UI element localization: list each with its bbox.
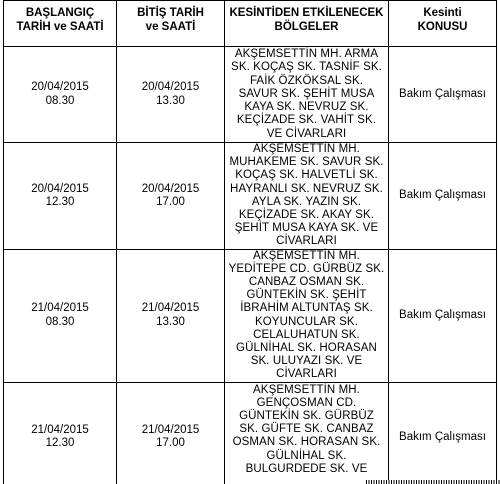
region-line: ŞEHİT MUSA KAYA SK. VE <box>234 222 379 235</box>
subject-cell <box>389 382 497 484</box>
region-line: SK. KOÇAŞ SK. TASNİF SK. <box>231 61 382 74</box>
header-start-datetime <box>4 1 117 47</box>
region-line: AKŞEMSETTİN MH. <box>253 143 360 155</box>
outage-subject: Bakım Çalışması <box>399 189 486 202</box>
header-outage-subject <box>389 1 497 47</box>
subject-cell <box>389 47 497 143</box>
region-line: OSMAN SK. HORASAN SK. <box>232 436 381 449</box>
region-line: GENÇOSMAN CD. <box>256 396 357 409</box>
region-line: BULGURDEDE SK. VE <box>245 462 368 475</box>
outage-subject: Bakım Çalışması <box>399 430 486 443</box>
region-line: GÜNTEKİN SK. ŞEHİT <box>246 289 367 302</box>
region-line: HAYRANLI SK. NEVRUZ SK. <box>230 182 383 195</box>
start-date: 21/04/2015 <box>31 423 89 436</box>
end-time: 13.30 <box>156 315 185 328</box>
subject-cell <box>389 249 497 382</box>
start-time: 08.30 <box>45 315 75 328</box>
regions-cell <box>225 143 389 250</box>
start-date: 20/04/2015 <box>31 182 89 195</box>
region-line: KOÇAŞ SK. HALVETLİ SK. <box>235 169 378 182</box>
start-datetime-cell <box>4 249 117 382</box>
region-line: AKŞEMSETTİN MH. ARMA <box>234 48 379 61</box>
region-line: CİVARLARI <box>276 235 337 248</box>
end-datetime-cell <box>117 143 225 250</box>
region-line: AKŞEMSETTİN MH. <box>253 249 360 262</box>
region-line: KAYA SK. NEVRUZ SK. <box>244 101 369 114</box>
region-line: AKŞEMSETTİN MH. <box>253 383 360 396</box>
region-line: MUHAKEME SK. SAVUR SK. <box>229 156 384 169</box>
end-datetime-cell <box>117 47 225 143</box>
outage-subject: Bakım Çalışması <box>399 87 486 100</box>
start-datetime-cell <box>4 382 117 484</box>
header-start-line-2: TARİH ve SAATİ <box>16 20 104 33</box>
header-regions-line-1: KESİNTİDEN ETKİLENECEK <box>229 7 384 19</box>
region-line: CANBAZ OSMAN SK. <box>248 276 365 289</box>
region-line: İBRAHİM ALTUNTAŞ SK. <box>240 302 373 315</box>
end-date: 21/04/2015 <box>141 302 200 315</box>
subject-cell <box>389 143 497 250</box>
start-time: 08.30 <box>45 94 75 107</box>
region-line: FAİK ÖZKÖKSAL SK. <box>249 74 364 87</box>
header-affected-regions <box>225 1 389 47</box>
region-line: GÜLNİHAL SK. <box>266 449 347 462</box>
header-end-datetime <box>117 1 225 47</box>
header-end-line-1: BİTİŞ TARİH <box>137 7 204 19</box>
table-row <box>4 249 497 382</box>
start-datetime-cell <box>4 47 117 143</box>
region-line: GÜNTEKİN SK. GÜRBÜZ <box>239 410 374 423</box>
end-datetime-cell <box>117 249 225 382</box>
start-time: 12.30 <box>45 195 75 208</box>
region-line: SK. ULUYAZI SK. VE <box>250 355 363 368</box>
table-row <box>4 382 497 484</box>
region-line: VE CİVARLARI <box>266 127 347 140</box>
regions-cell <box>225 249 389 382</box>
table-header-row <box>4 1 497 47</box>
start-time: 12.30 <box>45 437 75 450</box>
region-line: AYLA SK. YAZIN SK. <box>251 195 362 208</box>
start-date: 21/04/2015 <box>31 302 89 315</box>
table-row <box>4 47 497 143</box>
end-datetime-cell <box>117 382 225 484</box>
start-datetime-cell <box>4 143 117 250</box>
region-line: KEÇİZADE SK. AKAY SK. <box>238 209 375 222</box>
start-date: 20/04/2015 <box>31 81 89 94</box>
end-date: 20/04/2015 <box>141 81 200 94</box>
header-subject-line-2: KONUSU <box>417 20 468 33</box>
region-line: CİVARLARI <box>276 368 337 381</box>
end-date: 20/04/2015 <box>141 182 200 195</box>
regions-cell <box>225 47 389 143</box>
region-line: YEDİTEPE CD. GÜRBÜZ SK. <box>228 262 385 275</box>
end-time: 17.00 <box>156 195 185 208</box>
region-line: KEÇİZADE SK. VAHİT SK. <box>236 114 377 127</box>
page-edge-marks <box>366 480 500 484</box>
outage-subject: Bakım Çalışması <box>399 309 486 322</box>
region-line: SAVUR SK. ŞEHİT MUSA <box>238 87 375 100</box>
table-row <box>4 143 497 250</box>
region-line: KOYUNCULAR SK. <box>254 315 358 328</box>
end-time: 17.00 <box>156 437 185 450</box>
regions-cell <box>225 382 389 484</box>
header-regions-line-2: BÖLGELER <box>274 20 339 33</box>
header-subject-line-1: Kesinti <box>423 7 462 19</box>
header-start-line-1: BAŞLANGIÇ <box>25 7 95 19</box>
outage-schedule-table <box>3 0 497 484</box>
region-line: GÜLNİHAL SK. HORASAN <box>236 342 377 355</box>
header-end-line-2: ve SAATİ <box>145 20 196 33</box>
end-time: 13.30 <box>156 94 185 107</box>
end-date: 21/04/2015 <box>141 423 200 436</box>
region-line: SK. GÜFTE SK. CANBAZ <box>239 423 374 436</box>
region-line: CELALUHATUN SK. <box>253 328 360 341</box>
